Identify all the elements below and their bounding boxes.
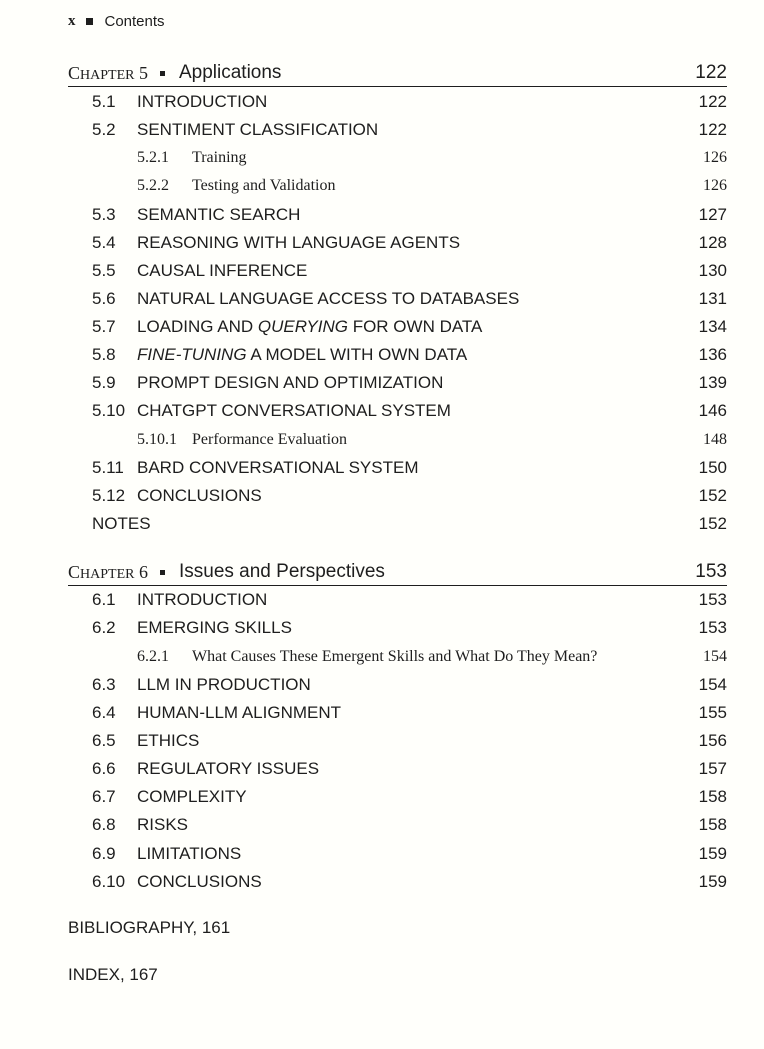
section-page: 153 — [698, 590, 727, 609]
section-page: 128 — [698, 233, 727, 252]
chapter-page: 153 — [695, 561, 727, 582]
toc-subentry[interactable] — [137, 146, 727, 170]
toc-entry-notes[interactable] — [92, 512, 727, 536]
section-page: 152 — [698, 486, 727, 505]
section-title: INTRODUCTION — [137, 590, 268, 609]
section-page: 146 — [698, 401, 727, 420]
section-number: 5.12 — [92, 486, 126, 505]
section-page: 136 — [698, 345, 727, 364]
section-title: CONCLUSIONS — [137, 486, 262, 505]
chapter-page: 122 — [695, 62, 727, 83]
section-title — [137, 345, 699, 365]
section-title: INTRODUCTION — [137, 92, 268, 111]
subsection-number: 5.2.1 — [137, 149, 169, 166]
subsection-title: What Causes These Emergent Skills and What Do They Mean? — [192, 648, 598, 665]
section-title: HUMAN-LLM ALIGNMENT — [137, 703, 342, 722]
section-title: LLM IN PRODUCTION — [137, 675, 311, 694]
toc-entry[interactable] — [92, 118, 727, 142]
chapter-title: Issues and Perspectives — [178, 561, 385, 582]
section-page: 156 — [698, 731, 727, 750]
section-number: 6.9 — [92, 844, 116, 863]
section-number: 5.8 — [92, 345, 116, 364]
chapter-5-heading[interactable] — [68, 60, 727, 87]
subsection-page: 154 — [703, 648, 727, 665]
section-title: REGULATORY ISSUES — [137, 759, 320, 778]
index-entry[interactable]: INDEX, 167 — [68, 965, 158, 984]
title-part: FOR OWN DATA — [347, 317, 483, 336]
section-page: 122 — [698, 92, 727, 111]
section-number: 5.10 — [92, 401, 126, 420]
section-number: 6.8 — [92, 815, 116, 834]
section-title: SENTIMENT CLASSIFICATION — [137, 120, 379, 139]
toc-entry[interactable] — [92, 315, 727, 339]
section-number: 6.1 — [92, 590, 116, 609]
section-title: SEMANTIC SEARCH — [137, 205, 301, 224]
section-number: 5.5 — [92, 261, 116, 280]
section-number: 5.6 — [92, 289, 116, 308]
section-number: 5.9 — [92, 373, 116, 392]
section-title: ETHICS — [137, 731, 200, 750]
section-number: 6.7 — [92, 787, 116, 806]
section-title: EMERGING SKILLS — [137, 618, 292, 637]
toc-entry[interactable] — [92, 842, 727, 866]
toc-entry[interactable] — [92, 90, 727, 114]
toc-entry[interactable] — [92, 701, 727, 725]
section-page: 122 — [698, 120, 727, 139]
section-title: COMPLEXITY — [137, 787, 247, 806]
section-title: CHATGPT CONVERSATIONAL SYSTEM — [137, 401, 451, 420]
section-number: 5.4 — [92, 233, 116, 252]
subsection-page: 126 — [703, 177, 727, 194]
toc-entry[interactable] — [92, 588, 727, 612]
subsection-title: Training — [192, 149, 247, 166]
section-title: REASONING WITH LANGUAGE AGENTS — [137, 233, 461, 252]
section-page: 150 — [698, 458, 727, 477]
subsection-title: Testing and Validation — [192, 177, 336, 194]
section-page: 157 — [698, 759, 727, 778]
toc-subentry[interactable] — [137, 645, 727, 669]
section-page: 127 — [698, 205, 727, 224]
section-number: 6.3 — [92, 675, 116, 694]
toc-entry[interactable] — [92, 673, 727, 697]
section-number: 5.7 — [92, 317, 116, 336]
toc-entry[interactable] — [92, 757, 727, 781]
title-part: A MODEL WITH OWN DATA — [246, 345, 468, 364]
chapter-number: 6 — [138, 561, 148, 582]
section-number: 6.5 — [92, 731, 116, 750]
section-page: 152 — [698, 514, 727, 533]
section-title: LIMITATIONS — [137, 844, 242, 863]
subsection-title: Performance Evaluation — [192, 431, 348, 448]
chapter-title: Applications — [178, 62, 282, 83]
toc-entry[interactable] — [92, 399, 727, 423]
toc-subentry[interactable] — [137, 174, 727, 198]
chapter-number: 5 — [138, 62, 148, 83]
page-number: x — [68, 12, 76, 29]
section-page: 130 — [698, 261, 727, 280]
toc-entry[interactable] — [92, 616, 727, 640]
subsection-number: 5.10.1 — [137, 431, 177, 448]
section-title: NOTES — [92, 514, 151, 533]
section-page: 134 — [698, 317, 727, 336]
toc-entry[interactable] — [92, 203, 727, 227]
section-page: 159 — [698, 872, 727, 891]
section-page: 158 — [698, 815, 727, 834]
section-page: 158 — [698, 787, 727, 806]
chapter-6-heading[interactable] — [68, 559, 727, 586]
toc-entry[interactable] — [92, 259, 727, 283]
toc-entry[interactable] — [92, 343, 727, 367]
section-title: CONCLUSIONS — [137, 872, 262, 891]
subsection-number: 6.2.1 — [137, 648, 169, 665]
section-number: 5.3 — [92, 205, 116, 224]
section-title: RISKS — [137, 815, 189, 834]
bullet-icon — [160, 71, 165, 76]
section-title — [137, 317, 699, 337]
section-page: 139 — [698, 373, 727, 392]
section-page: 159 — [698, 844, 727, 863]
toc-entry[interactable] — [92, 870, 727, 894]
section-page: 155 — [698, 703, 727, 722]
toc-subentry[interactable] — [137, 428, 727, 452]
section-page: 154 — [698, 675, 727, 694]
toc-entry[interactable] — [92, 813, 727, 837]
section-number: 5.11 — [92, 458, 124, 477]
running-head-title: Contents — [104, 12, 165, 30]
title-emphasis: FINE-TUNING — [137, 345, 247, 364]
section-title: CAUSAL INFERENCE — [137, 261, 308, 280]
chapter-label: CHAPTER — [68, 561, 135, 582]
toc-entry[interactable] — [92, 231, 727, 255]
toc-entry[interactable] — [92, 729, 727, 753]
section-number: 6.4 — [92, 703, 116, 722]
section-number: 6.6 — [92, 759, 116, 778]
subsection-number: 5.2.2 — [137, 177, 169, 194]
section-number: 5.2 — [92, 120, 116, 139]
bullet-icon — [160, 570, 165, 575]
section-title: NATURAL LANGUAGE ACCESS TO DATABASES — [137, 289, 520, 308]
toc-entry[interactable] — [92, 371, 727, 395]
section-number: 6.10 — [92, 872, 126, 891]
section-title: BARD CONVERSATIONAL SYSTEM — [137, 458, 419, 477]
square-bullet-icon — [86, 18, 93, 25]
toc-entry[interactable] — [92, 785, 727, 809]
section-page: 153 — [698, 618, 727, 637]
title-emphasis: QUERYING — [257, 317, 348, 336]
toc-entry[interactable] — [92, 484, 727, 508]
chapter-label: CHAPTER — [68, 62, 135, 83]
subsection-page: 148 — [703, 431, 727, 448]
section-number: 5.1 — [92, 92, 116, 111]
subsection-page: 126 — [703, 149, 727, 166]
bibliography-entry[interactable]: BIBLIOGRAPHY, 161 — [68, 918, 231, 937]
running-head — [68, 10, 165, 32]
section-page: 131 — [698, 289, 727, 308]
title-part: LOADING AND — [137, 317, 258, 336]
section-title: PROMPT DESIGN AND OPTIMIZATION — [137, 373, 444, 392]
toc-entry[interactable] — [92, 456, 727, 480]
section-number: 6.2 — [92, 618, 116, 637]
toc-entry[interactable] — [92, 287, 727, 311]
